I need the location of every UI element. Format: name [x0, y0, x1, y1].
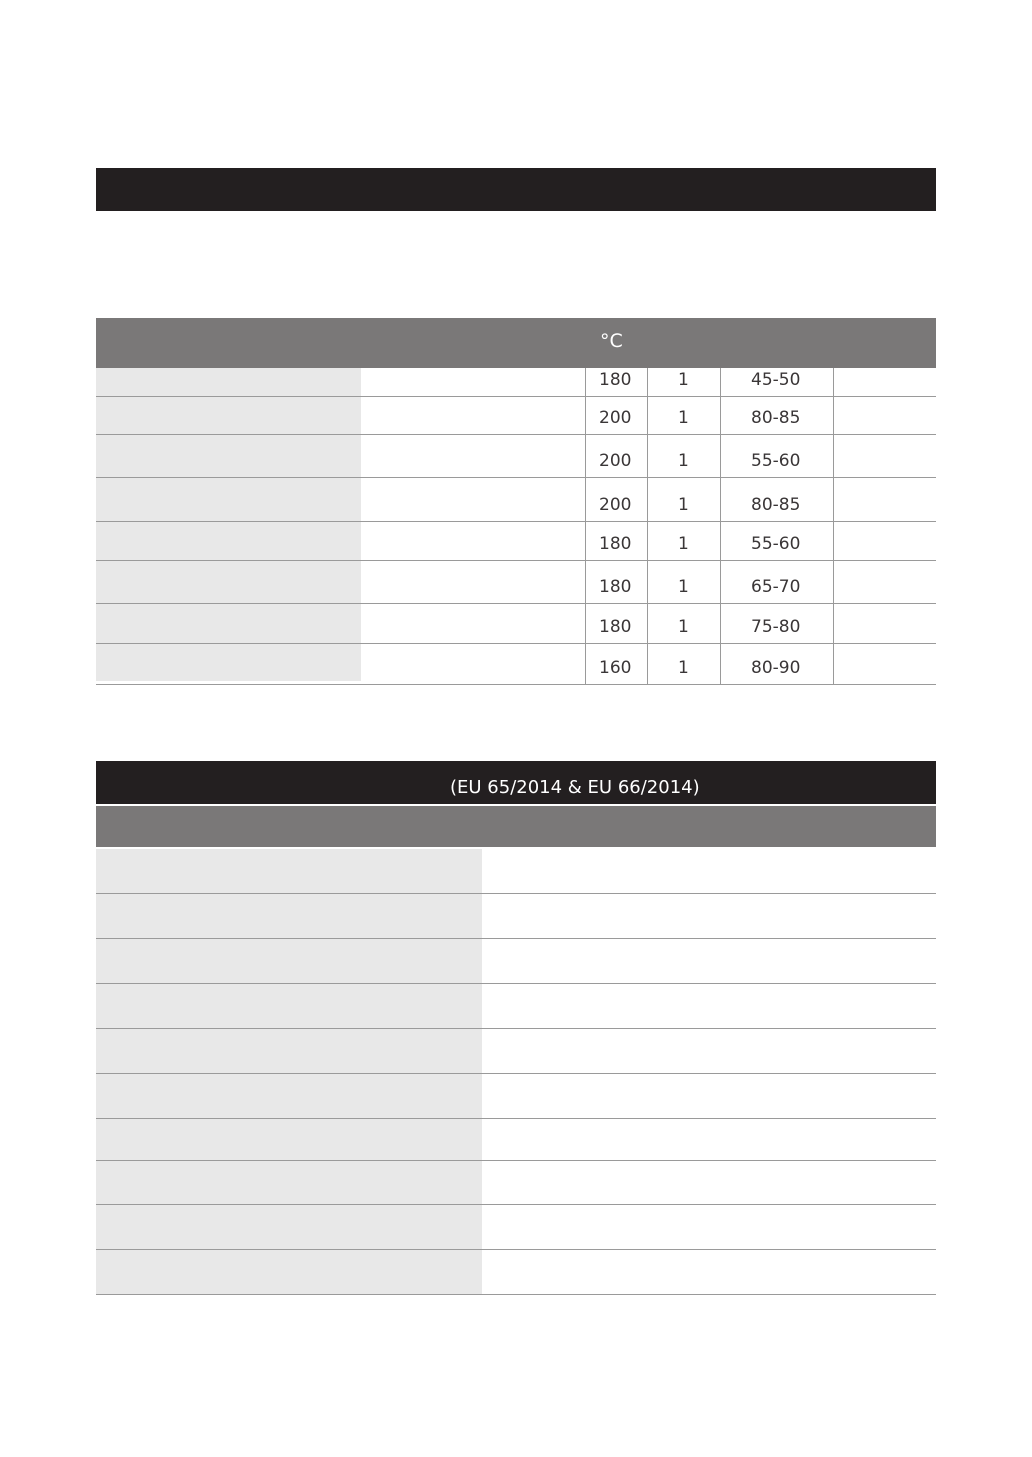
temperature-cell: 180	[586, 368, 648, 396]
time-cell: 80-85	[721, 478, 834, 521]
extra-cell	[834, 604, 936, 643]
level-cell: 1	[648, 561, 721, 603]
accessory-cell	[361, 397, 586, 434]
level-cell: 1	[648, 397, 721, 434]
label-cell	[96, 984, 482, 1028]
label-cell	[96, 1119, 482, 1160]
accessory-cell	[361, 478, 586, 521]
table-row	[96, 1074, 936, 1119]
value-cell	[482, 894, 936, 938]
extra-cell	[834, 478, 936, 521]
eu-table-title: (EU 65/2014 & EU 66/2014)	[450, 777, 700, 798]
eu-regulation-table	[96, 761, 936, 1295]
label-cell	[96, 939, 482, 983]
time-cell: 65-70	[721, 561, 834, 603]
temperature-cell: 200	[586, 478, 648, 521]
cooking-table	[96, 318, 936, 685]
food-cell	[96, 604, 361, 643]
label-cell	[96, 1250, 482, 1294]
table-row	[96, 1205, 936, 1250]
accessory-cell	[361, 604, 586, 643]
food-cell	[96, 435, 361, 477]
value-cell	[482, 849, 936, 893]
table-row	[96, 1119, 936, 1161]
temperature-cell: 180	[586, 522, 648, 560]
label-cell	[96, 849, 482, 893]
food-cell	[96, 644, 361, 681]
time-cell: 55-60	[721, 522, 834, 560]
table-row	[96, 984, 936, 1029]
label-cell	[96, 1029, 482, 1073]
accessory-cell	[361, 561, 586, 603]
eu-table-title-bar	[96, 761, 936, 804]
temperature-cell: 160	[586, 644, 648, 684]
time-cell: 45-50	[721, 368, 834, 396]
temperature-unit-header: °C	[600, 330, 623, 352]
value-cell	[482, 1161, 936, 1204]
level-cell: 1	[648, 435, 721, 477]
extra-cell	[834, 561, 936, 603]
level-cell: 1	[648, 644, 721, 684]
table-row	[96, 939, 936, 984]
table-row	[96, 604, 936, 644]
table-row	[96, 397, 936, 435]
extra-cell	[834, 435, 936, 477]
food-cell	[96, 478, 361, 521]
temperature-cell: 200	[586, 397, 648, 434]
section-header-bar	[96, 168, 936, 211]
time-cell: 75-80	[721, 604, 834, 643]
label-cell	[96, 1074, 482, 1118]
table-row	[96, 1029, 936, 1074]
table-row	[96, 644, 936, 685]
temperature-cell: 180	[586, 604, 648, 643]
accessory-cell	[361, 522, 586, 560]
accessory-cell	[361, 644, 586, 684]
table-row	[96, 894, 936, 939]
label-cell	[96, 1205, 482, 1249]
value-cell	[482, 1205, 936, 1249]
label-cell	[96, 1161, 482, 1204]
food-cell	[96, 368, 361, 396]
time-cell: 55-60	[721, 435, 834, 477]
extra-cell	[834, 397, 936, 434]
table-row	[96, 849, 936, 894]
value-cell	[482, 1029, 936, 1073]
extra-cell	[834, 368, 936, 396]
table-row	[96, 1161, 936, 1205]
food-cell	[96, 397, 361, 434]
extra-cell	[834, 644, 936, 684]
value-cell	[482, 984, 936, 1028]
extra-cell	[834, 522, 936, 560]
table-row	[96, 1250, 936, 1295]
table-row	[96, 561, 936, 604]
accessory-cell	[361, 368, 586, 396]
level-cell: 1	[648, 478, 721, 521]
label-cell	[96, 894, 482, 938]
value-cell	[482, 939, 936, 983]
food-cell	[96, 522, 361, 560]
eu-table-subheader	[96, 806, 936, 847]
temperature-cell: 200	[586, 435, 648, 477]
cooking-table-header	[96, 318, 936, 368]
value-cell	[482, 1250, 936, 1294]
time-cell: 80-90	[721, 644, 834, 684]
level-cell: 1	[648, 604, 721, 643]
table-row	[96, 478, 936, 522]
value-cell	[482, 1074, 936, 1118]
accessory-cell	[361, 435, 586, 477]
food-cell	[96, 561, 361, 603]
table-row	[96, 368, 936, 397]
table-row	[96, 435, 936, 478]
temperature-cell: 180	[586, 561, 648, 603]
time-cell: 80-85	[721, 397, 834, 434]
value-cell	[482, 1119, 936, 1160]
level-cell: 1	[648, 522, 721, 560]
table-row	[96, 522, 936, 561]
level-cell: 1	[648, 368, 721, 396]
